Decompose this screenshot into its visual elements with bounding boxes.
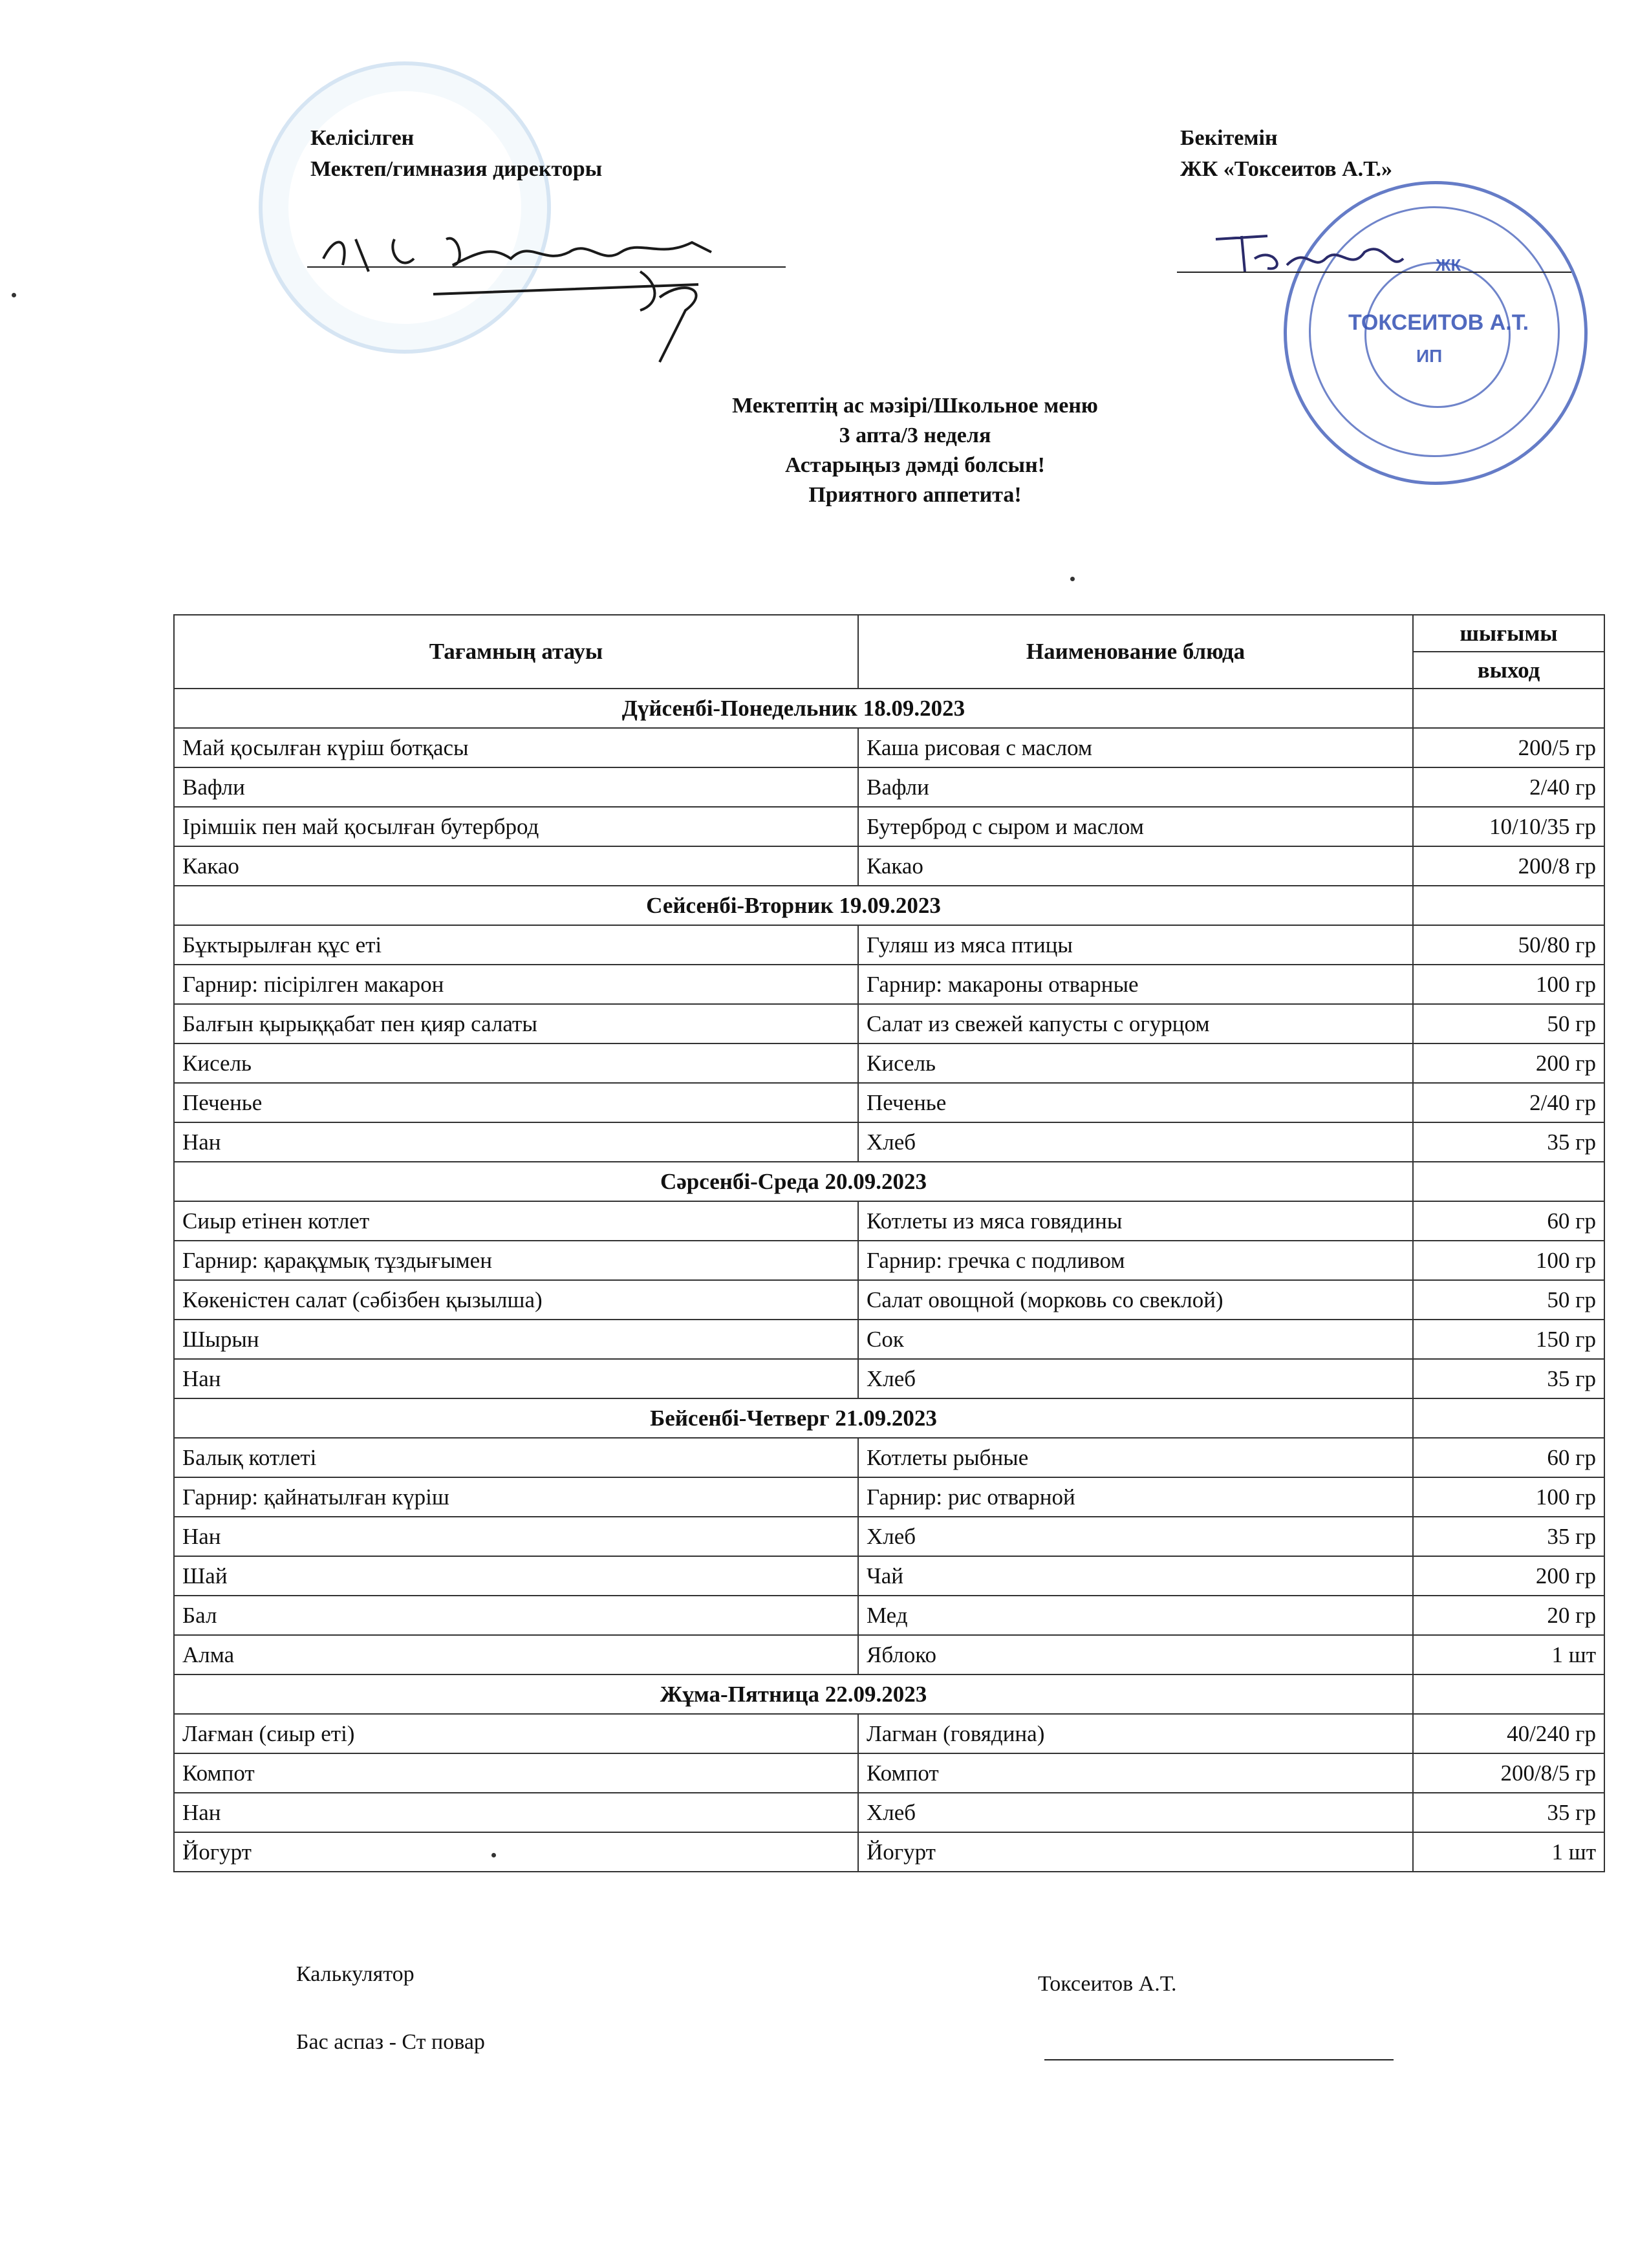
day-row bbox=[174, 1674, 1604, 1714]
dish-name-kk: Балғын қырыққабат пен қияр салаты bbox=[174, 1004, 858, 1043]
footer-calculator: Калькулятор bbox=[296, 1962, 415, 1986]
day-heading: Сәрсенбі-Среда 20.09.2023 bbox=[174, 1162, 1413, 1201]
table-row bbox=[174, 728, 1604, 767]
dish-yield: 2/40 гр bbox=[1413, 1083, 1604, 1122]
table-row bbox=[174, 1556, 1604, 1596]
entrepreneur-signature-line bbox=[1177, 272, 1571, 273]
dish-yield: 40/240 гр bbox=[1413, 1714, 1604, 1753]
table-row bbox=[174, 1004, 1604, 1043]
table-row bbox=[174, 1477, 1604, 1517]
dish-name-kk: Сиыр етінен котлет bbox=[174, 1201, 858, 1241]
column-header-out-ru: выход bbox=[1413, 652, 1604, 689]
dish-name-kk: Нан bbox=[174, 1359, 858, 1398]
dish-name-ru: Печенье bbox=[858, 1083, 1413, 1122]
dish-name-ru: Какао bbox=[858, 846, 1413, 886]
dish-name-kk: Печенье bbox=[174, 1083, 858, 1122]
table-row bbox=[174, 767, 1604, 807]
director-label: Мектеп/гимназия директоры bbox=[310, 157, 603, 181]
dish-name-kk: Бұктырылған құс еті bbox=[174, 925, 858, 965]
dish-name-ru: Хлеб bbox=[858, 1517, 1413, 1556]
table-row bbox=[174, 1793, 1604, 1832]
dish-name-kk: Нан bbox=[174, 1517, 858, 1556]
dish-name-kk: Гарнир: пісірілген макарон bbox=[174, 965, 858, 1004]
title-line2: 3 апта/3 неделя bbox=[839, 423, 991, 447]
day-empty-cell bbox=[1413, 1398, 1604, 1438]
day-row bbox=[174, 689, 1604, 728]
dish-yield: 35 гр bbox=[1413, 1793, 1604, 1832]
dish-name-kk: Май қосылған күріш ботқасы bbox=[174, 728, 858, 767]
day-row bbox=[174, 1398, 1604, 1438]
dish-name-ru: Сок bbox=[858, 1320, 1413, 1359]
dish-yield: 1 шт bbox=[1413, 1832, 1604, 1872]
dish-name-kk: Ірімшік пен май қосылған бутерброд bbox=[174, 807, 858, 846]
footer-chef: Бас аспаз - Ст повар bbox=[296, 2030, 485, 2054]
table-row bbox=[174, 1438, 1604, 1477]
day-row bbox=[174, 1162, 1604, 1201]
dish-yield: 10/10/35 гр bbox=[1413, 807, 1604, 846]
approve-label: Бекітемін bbox=[1180, 126, 1278, 150]
menu-body bbox=[174, 689, 1604, 1872]
scan-speck bbox=[12, 293, 16, 297]
dish-yield: 100 гр bbox=[1413, 1477, 1604, 1517]
table-row bbox=[174, 846, 1604, 886]
day-empty-cell bbox=[1413, 689, 1604, 728]
dish-name-ru: Чай bbox=[858, 1556, 1413, 1596]
dish-yield: 200/8 гр bbox=[1413, 846, 1604, 886]
day-empty-cell bbox=[1413, 1674, 1604, 1714]
dish-name-ru: Хлеб bbox=[858, 1793, 1413, 1832]
footer-signature-line bbox=[1044, 2059, 1394, 2060]
dish-name-kk: Лағман (сиыр еті) bbox=[174, 1714, 858, 1753]
header-left bbox=[310, 123, 602, 185]
dish-yield: 200/5 гр bbox=[1413, 728, 1604, 767]
dish-name-ru: Кисель bbox=[858, 1043, 1413, 1083]
dish-name-kk: Кисель bbox=[174, 1043, 858, 1083]
table-row bbox=[174, 1517, 1604, 1556]
header-right bbox=[1180, 123, 1392, 185]
column-header-kk: Тағамның атауы bbox=[174, 615, 858, 689]
stamp-abbr: ИП bbox=[1416, 346, 1443, 366]
dish-name-ru: Гарнир: гречка с подливом bbox=[858, 1241, 1413, 1280]
day-empty-cell bbox=[1413, 1162, 1604, 1201]
dish-yield: 200/8/5 гр bbox=[1413, 1753, 1604, 1793]
director-signature-line bbox=[307, 266, 786, 268]
dish-name-ru: Вафли bbox=[858, 767, 1413, 807]
day-heading: Сейсенбі-Вторник 19.09.2023 bbox=[174, 886, 1413, 925]
dish-name-ru: Хлеб bbox=[858, 1122, 1413, 1162]
entrepreneur-signature bbox=[1190, 220, 1461, 284]
dish-yield: 50 гр bbox=[1413, 1004, 1604, 1043]
dish-name-kk: Компот bbox=[174, 1753, 858, 1793]
table-row bbox=[174, 1320, 1604, 1359]
table-row bbox=[174, 1201, 1604, 1241]
table-row bbox=[174, 1635, 1604, 1674]
dish-name-kk: Нан bbox=[174, 1122, 858, 1162]
table-row bbox=[174, 965, 1604, 1004]
dish-name-ru: Салат из свежей капусты с огурцом bbox=[858, 1004, 1413, 1043]
dish-name-kk: Алма bbox=[174, 1635, 858, 1674]
dish-name-kk: Шырын bbox=[174, 1320, 858, 1359]
dish-name-ru: Лагман (говядина) bbox=[858, 1714, 1413, 1753]
dish-name-kk: Вафли bbox=[174, 767, 858, 807]
title-line4: Приятного аппетита! bbox=[808, 483, 1022, 507]
dish-yield: 200 гр bbox=[1413, 1043, 1604, 1083]
table-row bbox=[174, 1714, 1604, 1753]
table-row bbox=[174, 925, 1604, 965]
dish-yield: 50/80 гр bbox=[1413, 925, 1604, 965]
page-title bbox=[582, 391, 1248, 510]
dish-yield: 200 гр bbox=[1413, 1556, 1604, 1596]
dish-yield: 100 гр bbox=[1413, 1241, 1604, 1280]
table-row bbox=[174, 1241, 1604, 1280]
agreed-label: Келісілген bbox=[310, 126, 415, 150]
dish-yield: 60 гр bbox=[1413, 1438, 1604, 1477]
dish-name-ru: Хлеб bbox=[858, 1359, 1413, 1398]
table-row bbox=[174, 1753, 1604, 1793]
dish-yield: 50 гр bbox=[1413, 1280, 1604, 1320]
dish-name-ru: Мед bbox=[858, 1596, 1413, 1635]
dish-name-kk: Балық котлеті bbox=[174, 1438, 858, 1477]
title-line1: Мектептің ас мәзірі/Школьное меню bbox=[732, 394, 1098, 418]
day-heading: Жұма-Пятница 22.09.2023 bbox=[174, 1674, 1413, 1714]
dish-name-kk: Гарнир: қайнатылған күріш bbox=[174, 1477, 858, 1517]
dish-name-ru: Гарнир: рис отварной bbox=[858, 1477, 1413, 1517]
director-signature bbox=[297, 213, 815, 369]
dish-name-ru: Яблоко bbox=[858, 1635, 1413, 1674]
column-header-ru: Наименование блюда bbox=[858, 615, 1413, 689]
dish-name-kk: Какао bbox=[174, 846, 858, 886]
day-heading: Бейсенбі-Четверг 21.09.2023 bbox=[174, 1398, 1413, 1438]
menu-table bbox=[173, 614, 1605, 1872]
dish-name-ru: Салат овощной (морковь со свеклой) bbox=[858, 1280, 1413, 1320]
day-row bbox=[174, 886, 1604, 925]
dish-name-kk: Шай bbox=[174, 1556, 858, 1596]
dish-yield: 35 гр bbox=[1413, 1122, 1604, 1162]
scan-speck bbox=[491, 1853, 496, 1857]
dish-name-kk: Гарнир: қарақұмық тұздығымен bbox=[174, 1241, 858, 1280]
day-heading: Дүйсенбі-Понедельник 18.09.2023 bbox=[174, 689, 1413, 728]
dish-name-ru: Котлеты рыбные bbox=[858, 1438, 1413, 1477]
dish-name-ru: Котлеты из мяса говядины bbox=[858, 1201, 1413, 1241]
dish-yield: 60 гр bbox=[1413, 1201, 1604, 1241]
dish-name-kk: Нан bbox=[174, 1793, 858, 1832]
table-row bbox=[174, 1596, 1604, 1635]
stamp-name: ТОКСЕИТОВ А.Т. bbox=[1348, 310, 1529, 335]
dish-name-kk: Бал bbox=[174, 1596, 858, 1635]
table-row bbox=[174, 1122, 1604, 1162]
table-row bbox=[174, 1832, 1604, 1872]
table-row bbox=[174, 1083, 1604, 1122]
table-row bbox=[174, 1280, 1604, 1320]
dish-name-ru: Гуляш из мяса птицы bbox=[858, 925, 1413, 965]
day-empty-cell bbox=[1413, 886, 1604, 925]
scan-speck bbox=[1070, 577, 1075, 581]
dish-yield: 20 гр bbox=[1413, 1596, 1604, 1635]
dish-yield: 2/40 гр bbox=[1413, 767, 1604, 807]
title-line3: Астарыңыз дәмді болсын! bbox=[785, 453, 1045, 477]
dish-yield: 100 гр bbox=[1413, 965, 1604, 1004]
dish-name-ru: Каша рисовая с маслом bbox=[858, 728, 1413, 767]
dish-name-ru: Компот bbox=[858, 1753, 1413, 1793]
entrepreneur-label: ЖК «Токсеитов А.Т.» bbox=[1180, 157, 1392, 181]
dish-yield: 35 гр bbox=[1413, 1359, 1604, 1398]
table-row bbox=[174, 807, 1604, 846]
column-header-out-kk: шығымы bbox=[1413, 615, 1604, 652]
dish-name-ru: Гарнир: макароны отварные bbox=[858, 965, 1413, 1004]
dish-name-kk: Көкеністен салат (сәбізбен қызылша) bbox=[174, 1280, 858, 1320]
dish-yield: 150 гр bbox=[1413, 1320, 1604, 1359]
table-row bbox=[174, 1043, 1604, 1083]
footer-name: Токсеитов А.Т. bbox=[1038, 1972, 1177, 1996]
dish-yield: 35 гр bbox=[1413, 1517, 1604, 1556]
stamp-jk: ЖК bbox=[1436, 255, 1461, 275]
table-row bbox=[174, 1359, 1604, 1398]
dish-name-ru: Бутерброд с сыром и маслом bbox=[858, 807, 1413, 846]
dish-name-ru: Йогурт bbox=[858, 1832, 1413, 1872]
dish-yield: 1 шт bbox=[1413, 1635, 1604, 1674]
dish-name-kk: Йогурт bbox=[174, 1832, 858, 1872]
